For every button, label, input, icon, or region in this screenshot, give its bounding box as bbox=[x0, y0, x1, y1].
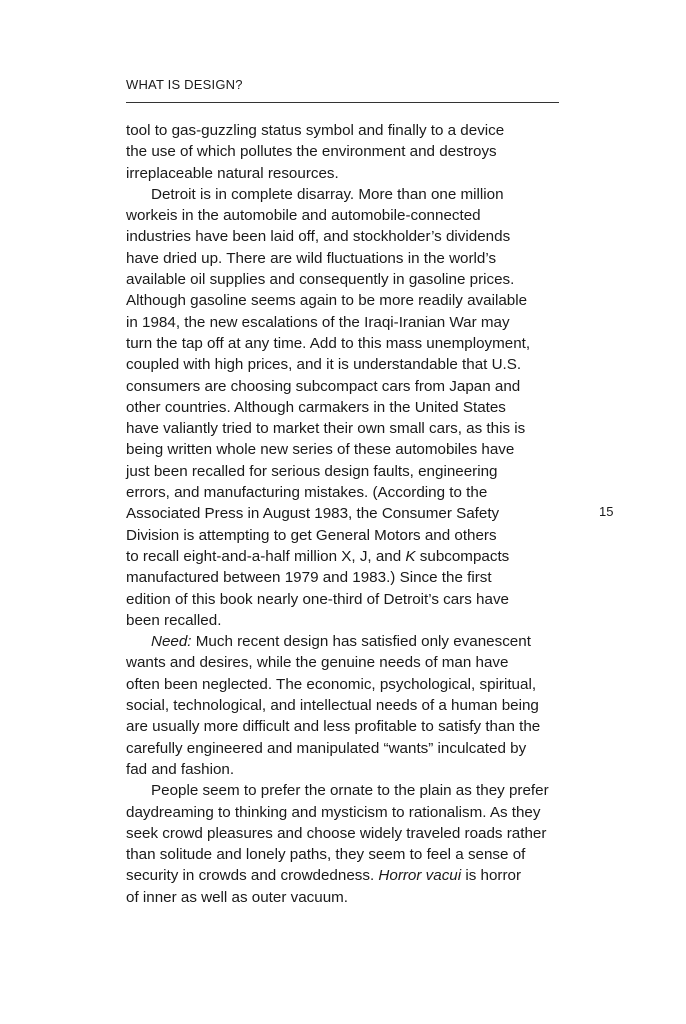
text-line bbox=[126, 802, 566, 823]
text-line bbox=[126, 567, 566, 588]
paragraph bbox=[126, 120, 566, 184]
text-line bbox=[126, 333, 566, 354]
text-segment: daydreaming to thinking and mysticism to rationalism. As they bbox=[126, 803, 541, 821]
text-segment: of inner as well as outer vacuum. bbox=[126, 888, 349, 906]
text-line bbox=[126, 887, 566, 908]
text-line bbox=[126, 120, 566, 141]
text-line bbox=[126, 759, 566, 780]
text-segment: security in crowds and crowdedness. bbox=[126, 867, 379, 885]
text-line bbox=[126, 823, 566, 844]
text-segment: to recall eight-and-a-half million X, J, and bbox=[126, 547, 406, 565]
text-line bbox=[126, 503, 566, 524]
text-line bbox=[126, 418, 566, 439]
text-line bbox=[126, 397, 566, 418]
text-line bbox=[126, 738, 566, 759]
text-segment: manufactured between 1979 and 1983.) Since the first bbox=[126, 569, 492, 587]
text-segment: often been neglected. The economic, psychological, spiritual, bbox=[126, 675, 537, 693]
text-segment: tool to gas-guzzling status symbol and finally to a device bbox=[126, 122, 505, 139]
text-segment: in 1984, the new escalations of the Iraqi-Iranian War may bbox=[126, 313, 510, 331]
text-segment: other countries. Although carmakers in the United States bbox=[126, 398, 506, 416]
text-line bbox=[126, 546, 566, 567]
text-line bbox=[126, 184, 566, 205]
text-segment: errors, and manufacturing mistakes. (According to the bbox=[126, 484, 488, 502]
text-segment: industries have been laid off, and stockholder’s dividends bbox=[126, 228, 511, 246]
paragraph bbox=[126, 780, 566, 908]
text-segment: are usually more difficult and less profitable to satisfy than the bbox=[126, 718, 541, 736]
text-line bbox=[126, 695, 566, 716]
text-segment: Detroit is in complete disarray. More than one million bbox=[151, 185, 504, 203]
paragraph bbox=[126, 184, 566, 631]
text-segment: wants and desires, while the genuine needs of man have bbox=[126, 654, 509, 672]
text-segment: Division is attempting to get General Motors and others bbox=[126, 526, 497, 544]
italic-text: Need: bbox=[151, 633, 192, 651]
text-line bbox=[126, 354, 566, 375]
text-segment: edition of this book nearly one-third of Detroit’s cars have bbox=[126, 590, 509, 608]
text-line bbox=[126, 461, 566, 482]
text-line bbox=[126, 439, 566, 460]
text-line bbox=[126, 674, 566, 695]
text-line bbox=[126, 865, 566, 886]
text-line bbox=[126, 205, 566, 226]
text-line bbox=[126, 652, 566, 673]
header-rule bbox=[126, 102, 559, 103]
text-line bbox=[126, 589, 566, 610]
text-segment: than solitude and lonely paths, they seem to feel a sense of bbox=[126, 846, 526, 864]
text-line bbox=[126, 631, 566, 652]
text-segment: carefully engineered and manipulated “wants” inculcated by bbox=[126, 739, 527, 757]
text-line bbox=[126, 716, 566, 737]
text-segment: is horror bbox=[461, 867, 522, 885]
text-segment: irreplaceable natural resources. bbox=[126, 164, 339, 182]
text-line bbox=[126, 248, 566, 269]
text-segment: turn the tap off at any time. Add to this mass unemployment, bbox=[126, 334, 531, 352]
text-line bbox=[126, 269, 566, 290]
text-line bbox=[126, 610, 566, 631]
text-segment: just been recalled for serious design faults, engineering bbox=[126, 462, 498, 480]
text-segment: workeis in the automobile and automobile-connected bbox=[126, 207, 481, 225]
text-line bbox=[126, 163, 566, 184]
text-segment: the use of which pollutes the environment and destroys bbox=[126, 143, 497, 161]
text-line bbox=[126, 226, 566, 247]
body-text bbox=[126, 120, 566, 908]
text-segment: social, technological, and intellectual needs of a human being bbox=[126, 697, 539, 715]
italic-text: K bbox=[405, 547, 416, 565]
text-segment: fad and fashion. bbox=[126, 760, 235, 778]
text-segment: consumers are choosing subcompact cars from Japan and bbox=[126, 377, 521, 395]
text-segment: being written whole new series of these automobiles have bbox=[126, 441, 515, 459]
text-line bbox=[126, 141, 566, 162]
text-line bbox=[126, 376, 566, 397]
italic-text: Horror vacui bbox=[378, 867, 462, 885]
text-line bbox=[126, 525, 566, 546]
text-segment: coupled with high prices, and it is understandable that U.S. bbox=[126, 356, 522, 374]
text-segment: been recalled. bbox=[126, 611, 222, 629]
paragraph bbox=[126, 631, 566, 780]
text-line bbox=[126, 482, 566, 503]
text-segment: People seem to prefer the ornate to the plain as they prefer bbox=[151, 782, 549, 800]
text-line bbox=[126, 312, 566, 333]
text-segment: available oil supplies and consequently in gasoline prices. bbox=[126, 271, 515, 289]
text-segment: Much recent design has satisfied only evanescent bbox=[191, 633, 531, 651]
text-segment: Although gasoline seems again to be more readily available bbox=[126, 292, 528, 310]
page-number: 15 bbox=[599, 504, 614, 519]
text-segment: Associated Press in August 1983, the Consumer Safety bbox=[126, 505, 500, 523]
text-segment: seek crowd pleasures and choose widely traveled roads rather bbox=[126, 824, 547, 842]
text-line bbox=[126, 780, 566, 801]
text-line bbox=[126, 844, 566, 865]
running-head: WHAT IS DESIGN? bbox=[126, 77, 243, 92]
text-segment: have valiantly tried to market their own small cars, as this is bbox=[126, 420, 526, 438]
text-line bbox=[126, 290, 566, 311]
text-segment: subcompacts bbox=[415, 547, 510, 565]
text-segment: have dried up. There are wild fluctuations in the world’s bbox=[126, 249, 497, 267]
